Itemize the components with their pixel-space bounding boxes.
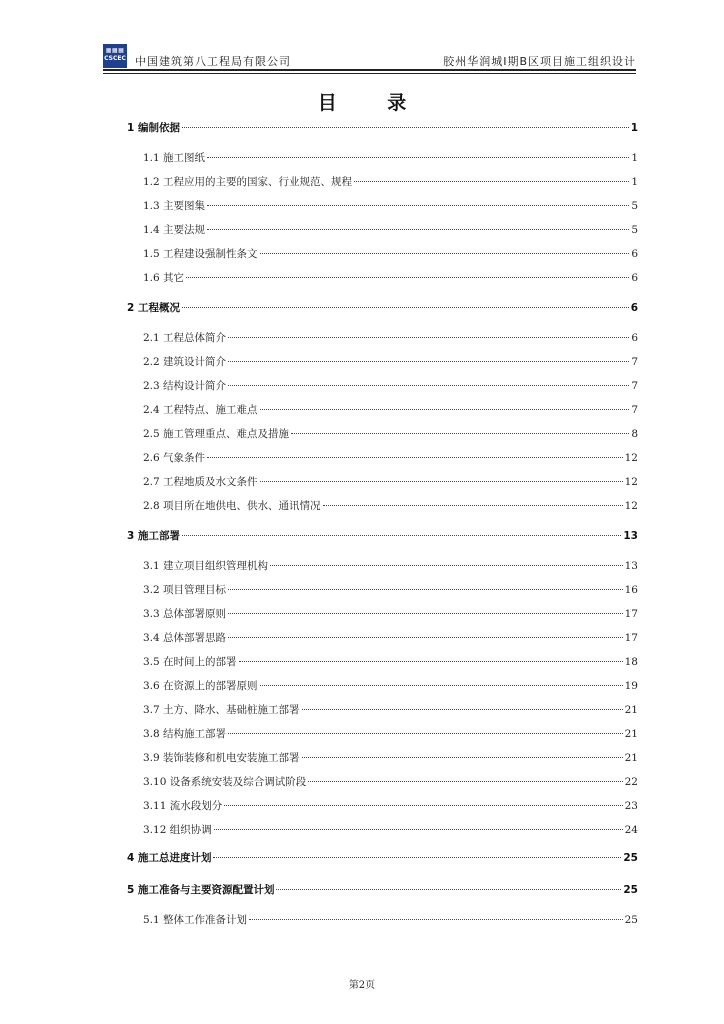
toc-entry-label: 3.8 结构施工部署 (143, 728, 227, 740)
toc-entry[interactable] (127, 378, 638, 398)
toc-entry-page: 22 (624, 776, 638, 788)
toc-entry-page: 1 (631, 176, 638, 188)
toc-entry-label: 2.5 施工管理重点、难点及措施 (143, 428, 290, 440)
toc-entry[interactable] (127, 678, 638, 698)
toc-entry[interactable] (127, 330, 638, 350)
toc-entry-label: 3.2 项目管理目标 (143, 584, 227, 596)
toc-entry[interactable] (127, 798, 638, 818)
toc-entry-page: 13 (624, 560, 638, 572)
toc-entry-label: 3.6 在资源上的部署原则 (143, 680, 258, 692)
toc-leader-dots (214, 829, 623, 830)
toc-leader-dots (276, 889, 621, 890)
toc-entry[interactable] (127, 606, 638, 626)
toc-entry[interactable] (127, 474, 638, 494)
toc-entry[interactable] (127, 402, 638, 422)
toc-entry[interactable] (127, 750, 638, 770)
toc-leader-dots (228, 733, 623, 734)
toc-entry[interactable] (127, 246, 638, 266)
toc-entry-page: 7 (631, 380, 638, 392)
toc-leader-dots (228, 613, 623, 614)
toc-entry-label: 1.4 主要法规 (143, 224, 206, 236)
toc-entry[interactable] (127, 822, 638, 842)
toc-entry[interactable] (127, 654, 638, 674)
toc-entry-page: 17 (624, 608, 638, 620)
toc-entry-page: 8 (631, 428, 638, 440)
toc-leader-dots (302, 757, 623, 758)
toc-leader-dots (260, 685, 623, 686)
toc-entry-label: 3.10 设备系统安装及综合调试阶段 (143, 776, 307, 788)
toc-entry-label: 1 编制依据 (127, 122, 180, 134)
toc-leader-dots (228, 361, 629, 362)
toc-entry-label: 3.5 在时间上的部署 (143, 656, 237, 668)
toc-entry[interactable] (127, 120, 638, 140)
toc-entry-label: 3.12 组织协调 (143, 824, 212, 836)
toc-entry-page: 12 (624, 452, 638, 464)
toc-entry-label: 2.3 结构设计简介 (143, 380, 227, 392)
toc-entry[interactable] (127, 222, 638, 242)
toc-entry-page: 21 (624, 704, 638, 716)
project-name: 胶州华润城Ⅰ期B区项目施工组织设计 (443, 55, 636, 68)
toc-leader-dots (182, 535, 621, 536)
toc-leader-dots (207, 229, 629, 230)
toc-entry[interactable] (127, 702, 638, 722)
company-name: 中国建筑第八工程局有限公司 (135, 55, 291, 68)
toc-entry[interactable] (127, 630, 638, 650)
toc-entry-page: 6 (631, 332, 638, 344)
toc-leader-dots (302, 709, 623, 710)
toc-entry-page: 19 (624, 680, 638, 692)
toc-entry[interactable] (127, 426, 638, 446)
toc-entry-page: 24 (624, 824, 638, 836)
toc-leader-dots (207, 457, 623, 458)
toc-entry-label: 2.1 工程总体简介 (143, 332, 227, 344)
toc-entry-page: 25 (623, 884, 638, 896)
toc-entry[interactable] (127, 498, 638, 518)
page-header (103, 44, 636, 68)
toc-leader-dots (260, 409, 630, 410)
toc-entry[interactable] (127, 150, 638, 170)
toc-leader-dots (186, 277, 629, 278)
toc-entry-page: 21 (624, 752, 638, 764)
toc-entry[interactable] (127, 558, 638, 578)
toc-leader-dots (207, 205, 629, 206)
toc-entry-page: 25 (624, 914, 638, 926)
toc-entry[interactable] (127, 300, 638, 320)
toc-leader-dots (228, 385, 629, 386)
toc-leader-dots (291, 433, 629, 434)
toc-entry[interactable] (127, 270, 638, 290)
toc-entry-page: 1 (631, 152, 638, 164)
toc-entry-label: 1.1 施工图纸 (143, 152, 206, 164)
toc-entry-page: 7 (631, 356, 638, 368)
toc-entry-page: 6 (631, 272, 638, 284)
toc-entry[interactable] (127, 528, 638, 548)
toc-leader-dots (224, 805, 622, 806)
toc-leader-dots (239, 661, 623, 662)
toc-leader-dots (182, 307, 629, 308)
toc-leader-dots (207, 157, 629, 158)
toc-entry-label: 2.2 建筑设计简介 (143, 356, 227, 368)
toc-leader-dots (182, 127, 629, 128)
toc-entry-page: 16 (624, 584, 638, 596)
page-number: 第2页 (348, 980, 376, 991)
toc-entry[interactable] (127, 850, 638, 870)
toc-entry[interactable] (127, 912, 638, 932)
toc-entry-label: 2.7 工程地质及水文条件 (143, 476, 258, 488)
toc-leader-dots (213, 857, 621, 858)
toc-leader-dots (260, 481, 623, 482)
toc-entry[interactable] (127, 450, 638, 470)
toc-entry-label: 1.2 工程应用的主要的国家、行业规范、规程 (143, 176, 353, 188)
toc-leader-dots (260, 253, 630, 254)
toc-entry-label: 3 施工部署 (127, 530, 180, 542)
toc-entry-label: 3.7 土方、降水、基础桩施工部署 (143, 704, 300, 716)
toc-entry-label: 5 施工准备与主要资源配置计划 (127, 884, 275, 896)
toc-entry-label: 3.9 装饰装修和机电安装施工部署 (143, 752, 300, 764)
company-logo: ▦▦▦ CSCEC (103, 44, 127, 68)
toc-entry[interactable] (127, 582, 638, 602)
page-title: 目 录 (317, 92, 429, 114)
toc-leader-dots (308, 781, 622, 782)
toc-entry[interactable] (127, 726, 638, 746)
toc-entry-page: 12 (624, 500, 638, 512)
toc-leader-dots (228, 637, 623, 638)
toc-entry-label: 3.11 流水段划分 (143, 800, 223, 812)
toc-entry-page: 21 (624, 728, 638, 740)
toc-entry-label: 2.8 项目所在地供电、供水、通讯情况 (143, 500, 321, 512)
toc-entry-page: 12 (624, 476, 638, 488)
toc-leader-dots (323, 505, 623, 506)
toc-entry-page: 7 (631, 404, 638, 416)
toc-entry-page: 23 (624, 800, 638, 812)
toc-entry[interactable] (127, 354, 638, 374)
toc-entry-label: 2 工程概况 (127, 302, 180, 314)
toc-entry[interactable] (127, 774, 638, 794)
toc-entry-page: 17 (624, 632, 638, 644)
toc-entry-page: 6 (630, 302, 638, 314)
toc-entry-page: 5 (631, 200, 638, 212)
toc-entry[interactable] (127, 174, 638, 194)
toc-entry-label: 3.3 总体部署原则 (143, 608, 227, 620)
toc-entry-page: 1 (630, 122, 638, 134)
toc-entry-page: 25 (623, 852, 638, 864)
toc-entry-label: 4 施工总进度计划 (127, 852, 212, 864)
toc-leader-dots (270, 565, 623, 566)
toc-entry-label: 5.1 整体工作准备计划 (143, 914, 248, 926)
toc-entry-page: 5 (631, 224, 638, 236)
toc-entry-label: 1.6 其它 (143, 272, 185, 284)
toc-entry-page: 13 (623, 530, 638, 542)
toc-entry[interactable] (127, 882, 638, 902)
toc-entry-page: 6 (631, 248, 638, 260)
toc-entry[interactable] (127, 198, 638, 218)
toc-entry-label: 3.4 总体部署思路 (143, 632, 227, 644)
toc-entry-label: 1.5 工程建设强制性条文 (143, 248, 258, 260)
toc-leader-dots (228, 589, 623, 590)
toc-entry-label: 3.1 建立项目组织管理机构 (143, 560, 269, 572)
toc-leader-dots (249, 919, 623, 920)
toc-entry-label: 1.3 主要图集 (143, 200, 206, 212)
header-rule-thin (103, 73, 636, 74)
toc-entry-page: 18 (624, 656, 638, 668)
toc-leader-dots (354, 181, 629, 182)
toc-leader-dots (228, 337, 629, 338)
toc-entry-label: 2.6 气象条件 (143, 452, 206, 464)
header-rule-thick (103, 69, 636, 71)
toc-entry-label: 2.4 工程特点、施工难点 (143, 404, 258, 416)
